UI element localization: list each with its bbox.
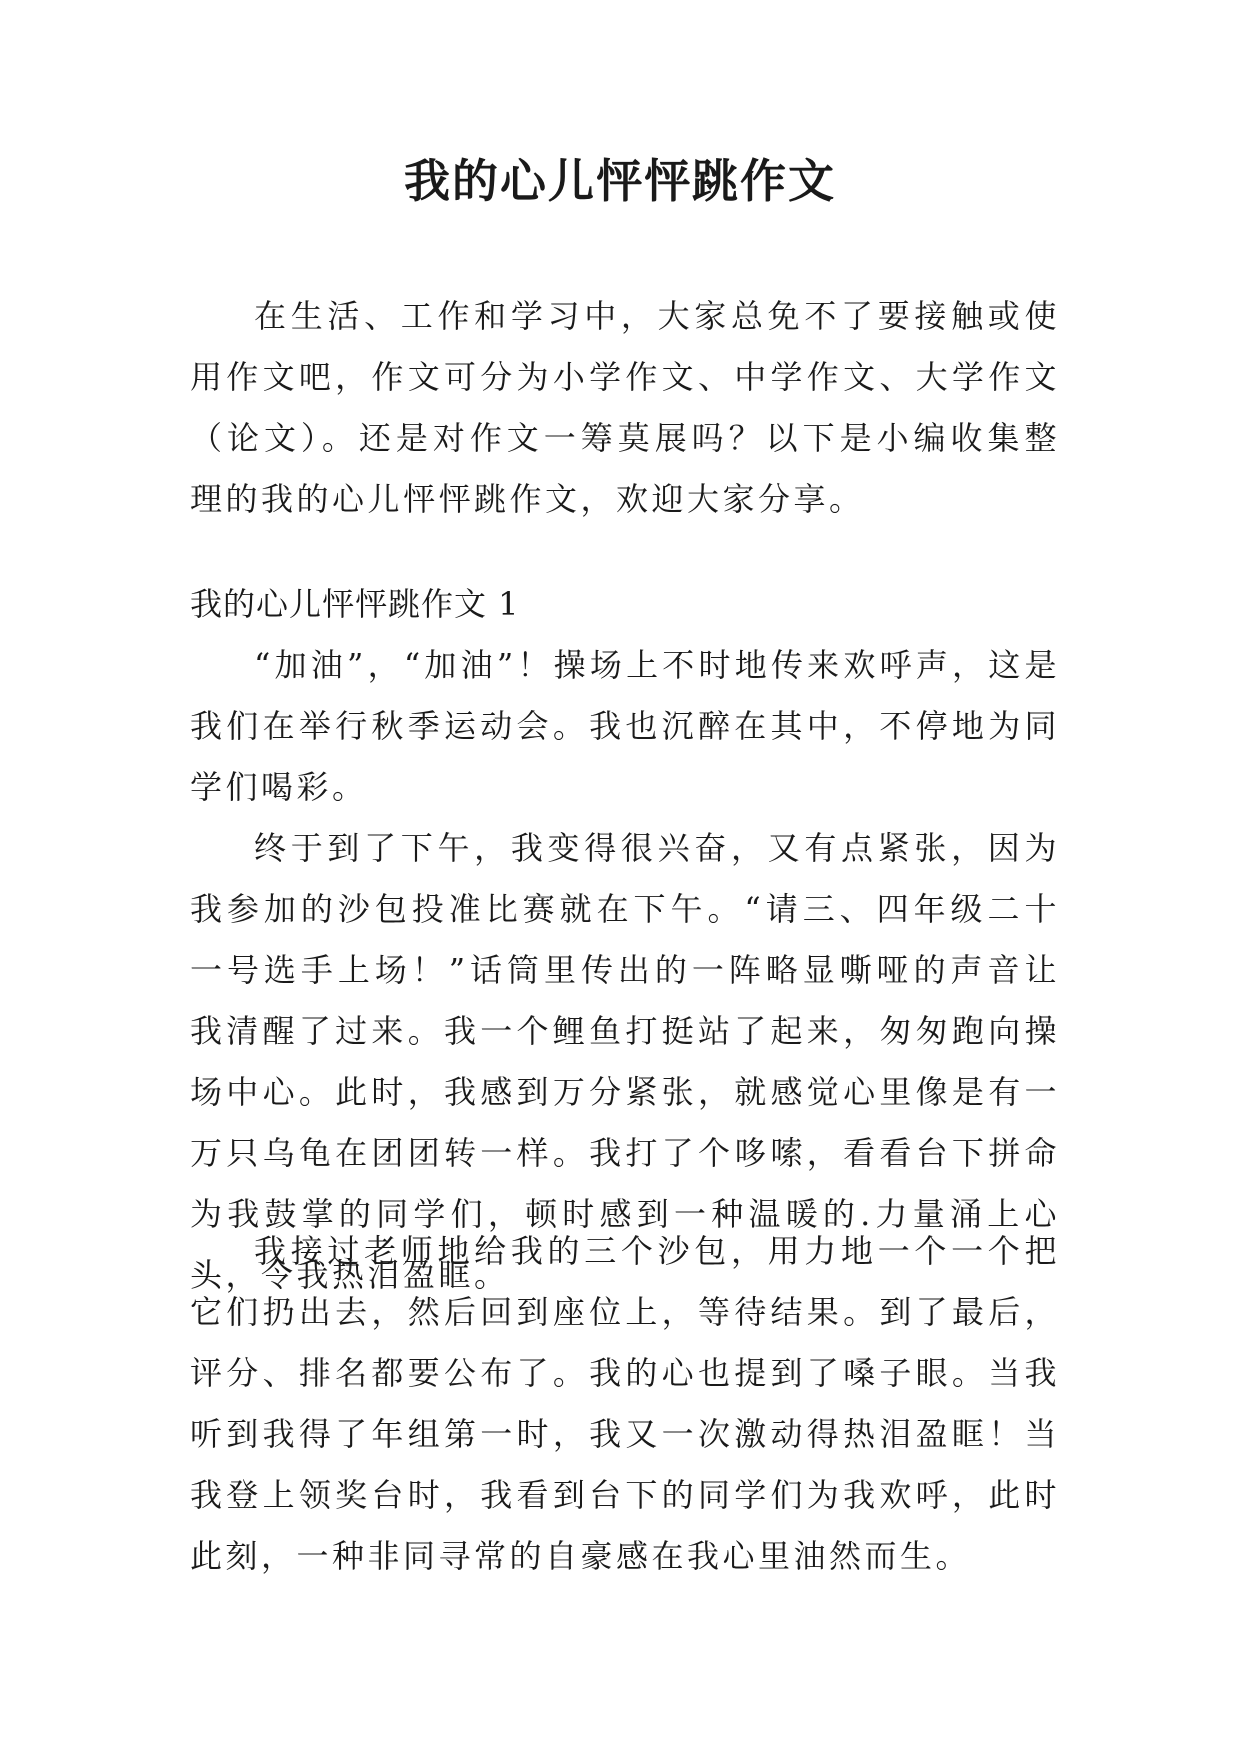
body-paragraph-3: 我接过老师地给我的三个沙包，用力地一个一个把它们扔出去，然后回到座位上，等待结果。到了最后，评分、排名都要公布了。我的心也提到了嗓子眼。当我听到我得了年组第一时，我又一次激动得热泪盈眶！当我登上领奖台时，我看到台下的同学们为我欢呼，此时此刻，一种非同寻常的自豪感在我心里油然而生。 — [190, 1232, 1060, 1575]
body-paragraph-1: “加油”，“加油”！操场上不时地传来欢呼声，这是我们在举行秋季运动会。我也沉醉在其中，不停地为同学们喝彩。 — [190, 646, 1060, 806]
intro-paragraph: 在生活、工作和学习中，大家总免不了要接触或使用作文吧，作文可分为小学作文、中学作文、大学作文（论文）。还是对作文一筹莫展吗？以下是小编收集整理的我的心儿怦怦跳作文，欢迎大家分享。 — [190, 297, 1060, 518]
document-title: 我的心儿怦怦跳作文 — [404, 154, 836, 208]
body-paragraph-2: 终于到了下午，我变得很兴奋，又有点紧张，因为我参加的沙包投准比赛就在下午。“请三、四年级二十一号选手上场！”话筒里传出的一阵略显嘶哑的声音让我清醒了过来。我一个鲤鱼打挺站了起来，匆匆跑向操场中心。此时，我感到万分紧张，就感觉心里像是有一万只乌龟在团团转一样。我打了个哆嗦，看看台下拼命为我鼓掌的同学们，顿时感到一种温暖的.力量涌上心头，令我热泪盈眶。 — [190, 829, 1060, 1294]
section-heading: 我的心儿怦怦跳作文 1 — [190, 585, 520, 623]
